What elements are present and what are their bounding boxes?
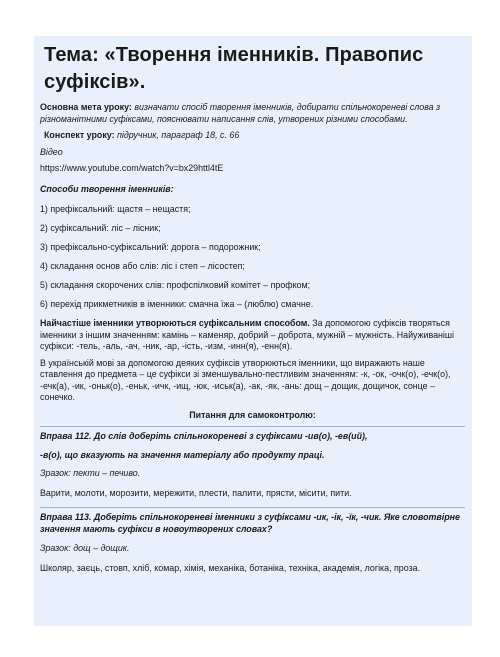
method-item: 1) префіксальний: щастя – нещастя; bbox=[40, 204, 191, 214]
method-item: 6) перехід прикметників в іменники: смачна їжа – (люблю) смачне. bbox=[40, 299, 314, 309]
divider bbox=[40, 426, 465, 427]
exercise-112-words: Варити, молоти, морозити, мережити, плести, палити, прясти, місити, пити. bbox=[40, 487, 352, 498]
exercise-113-task: Вправа 113. Доберіть спільнокореневі іменники з суфіксами -ик, -ік, -їк, -чик. Яке словотвірне значення мають суфікси в новоутворених словах? bbox=[40, 512, 460, 534]
video-label: Відео bbox=[40, 146, 63, 157]
self-control-heading: Питання для самоконтролю: bbox=[189, 409, 316, 420]
page-title: Тема: «Творення іменників. Правопис суфіксів». bbox=[44, 44, 424, 93]
lesson-summary bbox=[44, 130, 465, 142]
lesson-content bbox=[40, 42, 465, 579]
exercise-112-sample: Зразок: пекти – печиво. bbox=[40, 468, 141, 478]
goal-label: Основна мета уроку: bbox=[40, 102, 132, 112]
method-item: 2) суфіксальний: ліс – лісник; bbox=[40, 223, 161, 233]
exercise-112-line2: -в(о), що вказують на значення матеріалу або продукту праці. bbox=[40, 449, 325, 460]
diminutive-paragraph: В українській мові за допомогою деяких суфіксів утворюються іменники, що виражають наше ставлення до предмета – це суфікси зі зменшувально-пестливим значенням: -к, -ок, -очк(о), -ечк(о), -ечк(а), -ик, -оньк(о), -еньк, -ичк, -ищ, -юк, -иськ(а), -ак, -як, -ань: дощ – дощик, дощичок, сонце – сонечко. bbox=[40, 357, 451, 402]
methods-list bbox=[40, 204, 465, 310]
goal-text: визначати спосіб творення іменників, добирати спільнокореневі слова з різноманітними суфіксами, пояснювати написання слів, утворених різними способами. bbox=[40, 102, 441, 124]
methods-heading: Способи творення іменників: bbox=[40, 183, 174, 194]
method-item: 3) префіксально-суфіксальний: дорога – подорожник; bbox=[40, 242, 261, 252]
suffix-paragraph bbox=[40, 318, 465, 353]
exercise-112-line1: Вправа 112. До слів доберіть спільнокореневі з суфіксами -ив(о), -ев(ий), bbox=[40, 431, 368, 441]
exercise-113-words: Школяр, заєць, стовп, хліб, комар, хімія, механіка, ботаніка, техніка, академія, логіка, проза. bbox=[40, 562, 421, 573]
summary-label: Конспект уроку: bbox=[44, 130, 115, 140]
suffix-lead: Найчастіше іменники утворюються суфіксальним способом. bbox=[40, 318, 310, 328]
exercise-113-sample: Зразок: дощ – дощик. bbox=[40, 543, 130, 553]
divider bbox=[40, 507, 465, 508]
method-item: 5) складання скорочених слів: профспілковий комітет – профком; bbox=[40, 280, 311, 290]
video-link[interactable]: https://www.youtube.com/watch?v=bx29httl4tE bbox=[40, 163, 224, 173]
summary-text: підручник, параграф 18, с. 66 bbox=[114, 130, 240, 140]
method-item: 4) складання основ або слів: ліс і степ – лісостеп; bbox=[40, 261, 245, 271]
suffix-rest: За допомогою суфіксів творяться іменники з іншим значенням: камінь – каменяр, добрий – доброта, мужній – мужність. Найуживаніші суфікси: -тель, -аль, -ач, -ник, -ар, -ість, -изм, -инн(я), -енн(я). bbox=[40, 318, 454, 351]
lesson-goal bbox=[40, 102, 465, 125]
